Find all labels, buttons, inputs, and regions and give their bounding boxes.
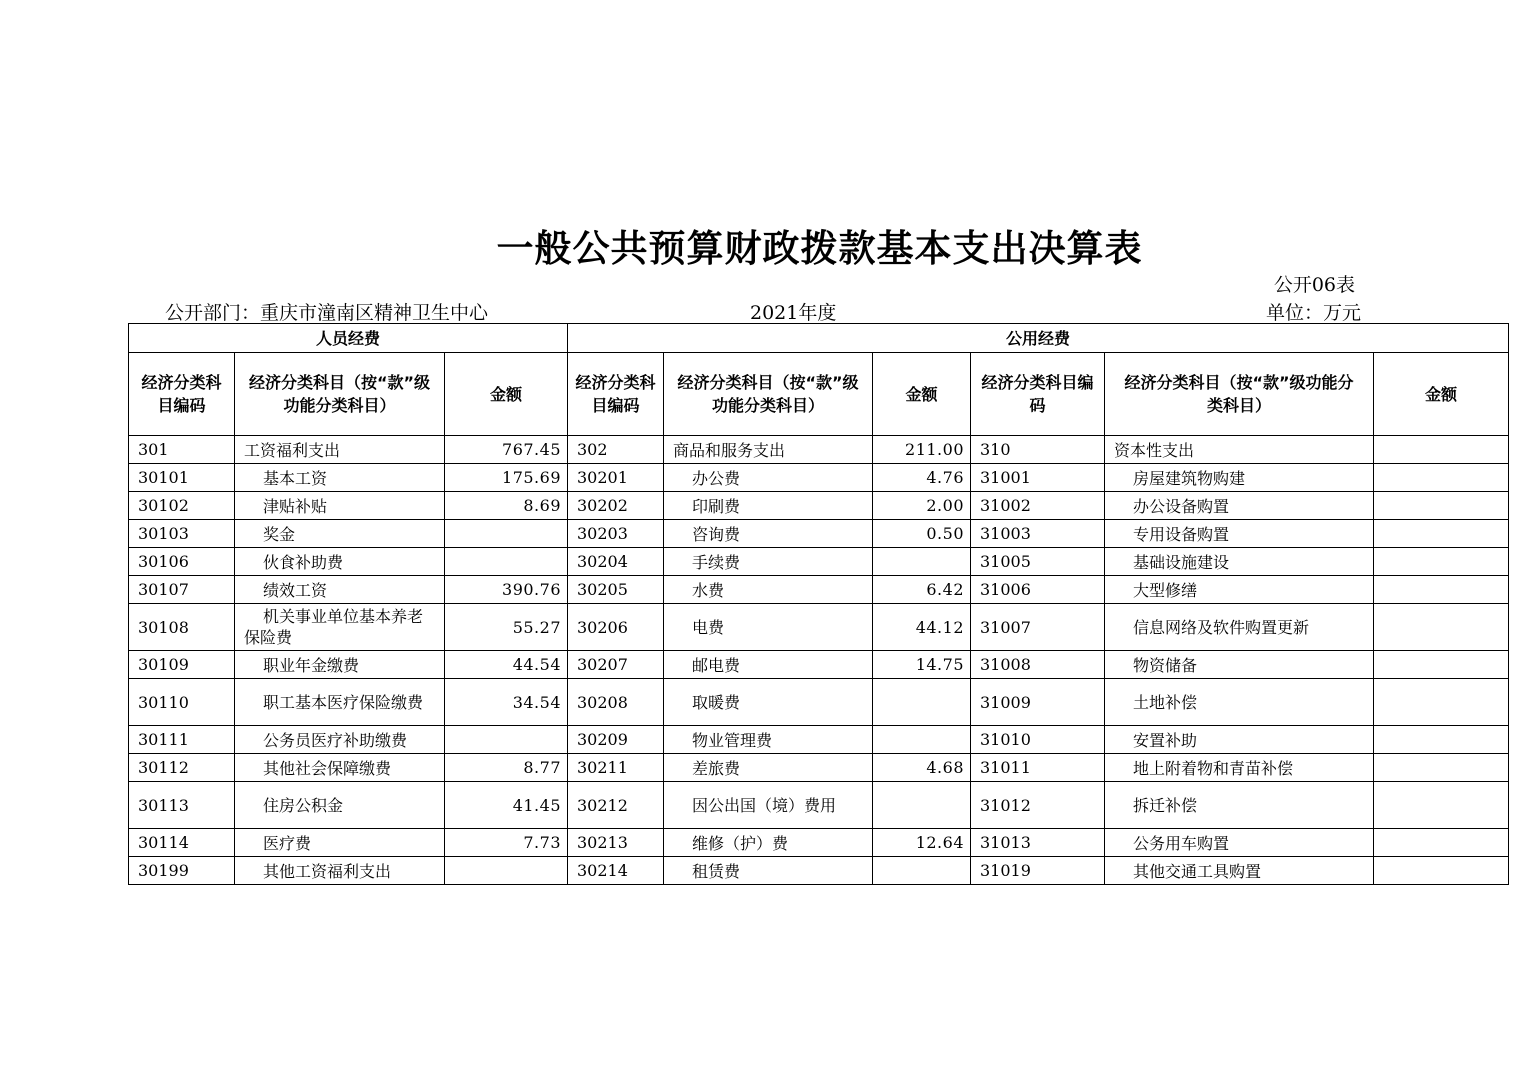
cell-amount (1374, 829, 1509, 857)
cell-item-name: 取暖费 (664, 679, 873, 726)
table-row (129, 857, 1509, 885)
cell-amount (445, 520, 568, 548)
cell-amount: 211.00 (873, 436, 971, 464)
group-header-personnel: 人员经费 (129, 324, 568, 353)
cell-item-name: 公务员医疗补助缴费 (235, 726, 445, 754)
cell-amount (873, 548, 971, 576)
cell-code: 31010 (971, 726, 1105, 754)
cell-amount (1374, 679, 1509, 726)
cell-code: 30199 (129, 857, 235, 885)
cell-amount (445, 726, 568, 754)
cell-amount (873, 782, 971, 829)
cell-code: 30109 (129, 651, 235, 679)
cell-item-name: 职工基本医疗保险缴费 (235, 679, 445, 726)
table-row (129, 464, 1509, 492)
cell-code: 30111 (129, 726, 235, 754)
cell-item-name: 大型修缮 (1105, 576, 1374, 604)
unit-label: 单位：万元 (1265, 302, 1361, 324)
cell-code: 30203 (568, 520, 664, 548)
cell-code: 30102 (129, 492, 235, 520)
cell-amount: 34.54 (445, 679, 568, 726)
table-row (129, 726, 1509, 754)
cell-code: 30209 (568, 726, 664, 754)
cell-amount: 12.64 (873, 829, 971, 857)
fiscal-year: 2021年度 (750, 302, 837, 324)
cell-item-name: 印刷费 (664, 492, 873, 520)
cell-item-name: 机关事业单位基本养老保险费 (235, 604, 445, 651)
cell-code: 30101 (129, 464, 235, 492)
cell-code: 302 (568, 436, 664, 464)
cell-item-name: 绩效工资 (235, 576, 445, 604)
cell-code: 31007 (971, 604, 1105, 651)
cell-item-name: 咨询费 (664, 520, 873, 548)
cell-item-name: 基本工资 (235, 464, 445, 492)
cell-code: 31013 (971, 829, 1105, 857)
cell-amount: 41.45 (445, 782, 568, 829)
cell-item-name: 专用设备购置 (1105, 520, 1374, 548)
cell-amount: 2.00 (873, 492, 971, 520)
table-row (129, 492, 1509, 520)
cell-code: 31019 (971, 857, 1105, 885)
cell-amount (1374, 520, 1509, 548)
cell-item-name: 住房公积金 (235, 782, 445, 829)
column-header-amount: 金额 (873, 353, 971, 436)
cell-amount (1374, 782, 1509, 829)
table-row (129, 436, 1509, 464)
cell-amount (1374, 548, 1509, 576)
table-row (129, 679, 1509, 726)
cell-item-name: 手续费 (664, 548, 873, 576)
cell-code: 30211 (568, 754, 664, 782)
table-row (129, 548, 1509, 576)
cell-amount (1374, 464, 1509, 492)
cell-item-name: 房屋建筑物购建 (1105, 464, 1374, 492)
cell-code: 30107 (129, 576, 235, 604)
cell-amount: 55.27 (445, 604, 568, 651)
column-header-code: 经济分类科目编码 (129, 353, 235, 436)
table-row (129, 576, 1509, 604)
cell-amount (873, 857, 971, 885)
cell-amount (1374, 857, 1509, 885)
cell-code: 31006 (971, 576, 1105, 604)
cell-code: 30202 (568, 492, 664, 520)
cell-amount: 4.68 (873, 754, 971, 782)
cell-code: 301 (129, 436, 235, 464)
cell-item-name: 差旅费 (664, 754, 873, 782)
cell-amount: 6.42 (873, 576, 971, 604)
cell-code: 30212 (568, 782, 664, 829)
cell-amount (1374, 576, 1509, 604)
cell-code: 30112 (129, 754, 235, 782)
cell-item-name: 公务用车购置 (1105, 829, 1374, 857)
cell-amount: 14.75 (873, 651, 971, 679)
cell-code: 31012 (971, 782, 1105, 829)
cell-item-name: 地上附着物和青苗补偿 (1105, 754, 1374, 782)
cell-amount: 7.73 (445, 829, 568, 857)
table-row (129, 782, 1509, 829)
cell-code: 31003 (971, 520, 1105, 548)
cell-item-name: 维修（护）费 (664, 829, 873, 857)
cell-code: 31011 (971, 754, 1105, 782)
cell-code: 30114 (129, 829, 235, 857)
cell-item-name: 其他社会保障缴费 (235, 754, 445, 782)
cell-code: 31008 (971, 651, 1105, 679)
cell-amount (1374, 726, 1509, 754)
cell-item-name: 资本性支出 (1105, 436, 1374, 464)
cell-item-name: 租赁费 (664, 857, 873, 885)
cell-amount: 390.76 (445, 576, 568, 604)
column-header-code: 经济分类科目编码 (568, 353, 664, 436)
form-number: 公开06表 (1273, 274, 1355, 296)
cell-code: 30113 (129, 782, 235, 829)
cell-amount (1374, 436, 1509, 464)
cell-item-name: 安置补助 (1105, 726, 1374, 754)
cell-amount: 175.69 (445, 464, 568, 492)
cell-item-name: 基础设施建设 (1105, 548, 1374, 576)
cell-item-name: 电费 (664, 604, 873, 651)
cell-code: 30201 (568, 464, 664, 492)
cell-item-name: 办公费 (664, 464, 873, 492)
table-row (129, 651, 1509, 679)
cell-code: 31002 (971, 492, 1105, 520)
column-header-code: 经济分类科目编码 (971, 353, 1105, 436)
cell-item-name: 职业年金缴费 (235, 651, 445, 679)
column-header-name: 经济分类科目（按“款”级功能分类科目） (235, 353, 445, 436)
cell-code: 30110 (129, 679, 235, 726)
column-header-name: 经济分类科目（按“款”级功能分类科目） (1105, 353, 1374, 436)
cell-item-name: 工资福利支出 (235, 436, 445, 464)
column-header-amount: 金额 (1374, 353, 1509, 436)
table-row (129, 829, 1509, 857)
cell-item-name: 土地补偿 (1105, 679, 1374, 726)
group-header-public: 公用经费 (568, 324, 1509, 353)
cell-amount (873, 726, 971, 754)
cell-item-name: 津贴补贴 (235, 492, 445, 520)
cell-code: 31009 (971, 679, 1105, 726)
cell-item-name: 其他交通工具购置 (1105, 857, 1374, 885)
cell-item-name: 办公设备购置 (1105, 492, 1374, 520)
table-row (129, 520, 1509, 548)
cell-amount (445, 857, 568, 885)
cell-code: 30205 (568, 576, 664, 604)
cell-code: 310 (971, 436, 1105, 464)
cell-amount (1374, 651, 1509, 679)
cell-code: 30108 (129, 604, 235, 651)
cell-amount (1374, 492, 1509, 520)
cell-item-name: 伙食补助费 (235, 548, 445, 576)
department-label: 公开部门：重庆市潼南区精神卫生中心 (165, 302, 489, 324)
cell-amount: 8.77 (445, 754, 568, 782)
cell-item-name: 邮电费 (664, 651, 873, 679)
cell-amount (1374, 604, 1509, 651)
cell-code: 30206 (568, 604, 664, 651)
cell-code: 30106 (129, 548, 235, 576)
page-title: 一般公共预算财政拨款基本支出决算表 (496, 227, 1143, 270)
cell-item-name: 物资储备 (1105, 651, 1374, 679)
cell-amount: 0.50 (873, 520, 971, 548)
expenditure-table (128, 323, 1509, 885)
column-header-name: 经济分类科目（按“款”级功能分类科目） (664, 353, 873, 436)
cell-amount: 44.12 (873, 604, 971, 651)
cell-code: 30213 (568, 829, 664, 857)
cell-amount (873, 679, 971, 726)
cell-item-name: 奖金 (235, 520, 445, 548)
cell-item-name: 商品和服务支出 (664, 436, 873, 464)
cell-amount (1374, 754, 1509, 782)
cell-code: 30207 (568, 651, 664, 679)
cell-code: 30103 (129, 520, 235, 548)
cell-code: 30208 (568, 679, 664, 726)
cell-code: 30204 (568, 548, 664, 576)
table-row (129, 604, 1509, 651)
table-row (129, 754, 1509, 782)
cell-amount: 767.45 (445, 436, 568, 464)
cell-amount (445, 548, 568, 576)
column-header-amount: 金额 (445, 353, 568, 436)
cell-item-name: 医疗费 (235, 829, 445, 857)
cell-item-name: 信息网络及软件购置更新 (1105, 604, 1374, 651)
cell-amount: 8.69 (445, 492, 568, 520)
cell-amount: 44.54 (445, 651, 568, 679)
cell-code: 31005 (971, 548, 1105, 576)
cell-code: 30214 (568, 857, 664, 885)
cell-item-name: 拆迁补偿 (1105, 782, 1374, 829)
cell-code: 31001 (971, 464, 1105, 492)
cell-item-name: 物业管理费 (664, 726, 873, 754)
cell-item-name: 其他工资福利支出 (235, 857, 445, 885)
cell-amount: 4.76 (873, 464, 971, 492)
cell-item-name: 水费 (664, 576, 873, 604)
cell-item-name: 因公出国（境）费用 (664, 782, 873, 829)
